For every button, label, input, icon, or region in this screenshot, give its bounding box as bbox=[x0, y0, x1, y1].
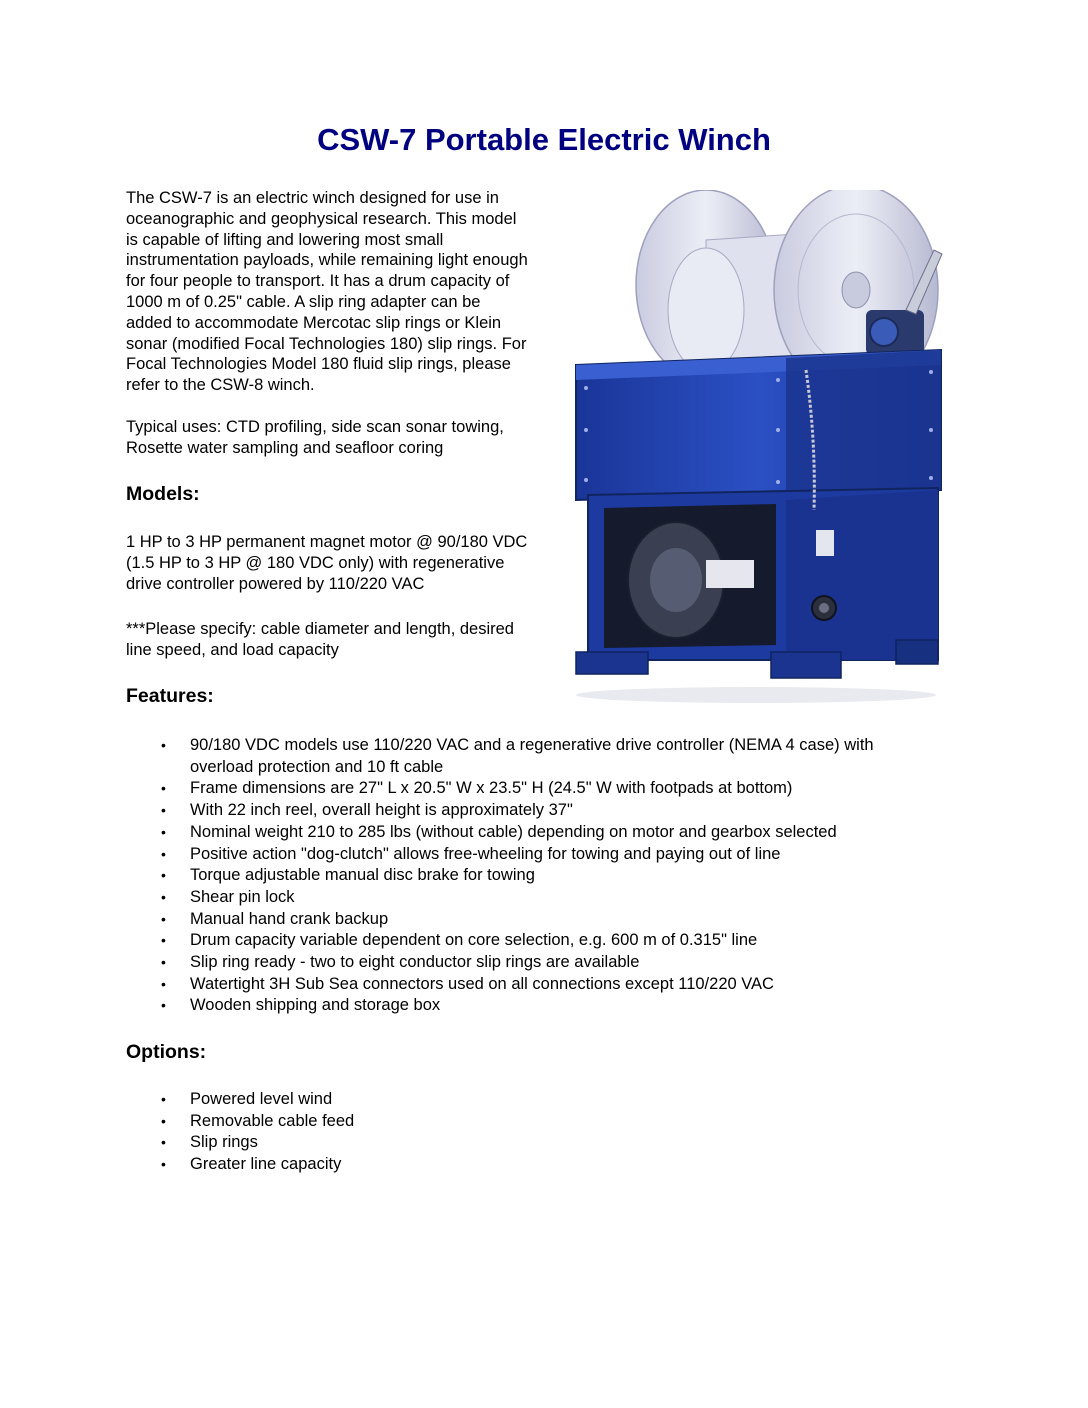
list-item bbox=[0, 1111, 950, 1133]
uses-line: Rosette water sampling and seafloor coring bbox=[126, 438, 444, 457]
frame-lower-side bbox=[786, 490, 938, 660]
options-heading: Options: bbox=[126, 1041, 207, 1063]
list-item bbox=[0, 952, 950, 974]
list-item bbox=[0, 995, 950, 1017]
bullet-icon: • bbox=[161, 888, 166, 905]
feature-text: Wooden shipping and storage box bbox=[190, 996, 441, 1015]
features-heading: Features: bbox=[126, 685, 214, 707]
list-item bbox=[0, 1132, 950, 1154]
bullet-icon: • bbox=[161, 975, 166, 992]
intro-paragraph bbox=[126, 188, 572, 396]
brake-disc-icon bbox=[870, 318, 898, 346]
page-title: CSW-7 Portable Electric Winch bbox=[317, 122, 771, 157]
list-item bbox=[0, 800, 950, 822]
feature-text: Shear pin lock bbox=[190, 887, 295, 906]
motor-label bbox=[706, 560, 754, 588]
feature-text: overload protection and 10 ft cable bbox=[190, 757, 444, 776]
bullet-icon: • bbox=[161, 823, 166, 840]
models-heading: Models: bbox=[126, 483, 200, 505]
ground-shadow bbox=[576, 687, 936, 703]
frame-side-panel bbox=[786, 350, 941, 495]
bullet-icon: • bbox=[161, 867, 166, 884]
foot-front-left bbox=[576, 652, 648, 674]
drum-end bbox=[668, 248, 744, 372]
feature-text: 90/180 VDC models use 110/220 VAC and a regenerative drive controller (NEMA 4 case) with bbox=[190, 736, 874, 754]
list-item bbox=[0, 735, 950, 778]
bullet-icon: • bbox=[161, 954, 166, 971]
specify-line: line speed, and load capacity bbox=[126, 640, 339, 659]
feature-text: Positive action "dog-clutch" allows free-wheeling for towing and paying out of line bbox=[190, 844, 781, 863]
intro-line: Focal Technologies Model 180 fluid slip rings, please bbox=[126, 355, 511, 374]
intro-line: for four people to transport. It has a drum capacity of bbox=[126, 272, 510, 291]
list-item bbox=[0, 930, 950, 952]
list-item bbox=[0, 844, 950, 866]
bullet-icon: • bbox=[161, 1112, 166, 1129]
intro-line: oceanographic and geophysical research. This model bbox=[126, 209, 517, 228]
bullet-icon: • bbox=[161, 780, 166, 797]
list-item bbox=[0, 822, 950, 844]
motor-line: (1.5 HP to 3 HP @ 180 VDC only) with regenerative bbox=[126, 553, 505, 572]
bullet-icon: • bbox=[161, 802, 166, 819]
feature-text: Slip ring ready - two to eight conductor slip rings are available bbox=[190, 953, 640, 972]
foot-front-right bbox=[771, 652, 841, 678]
intro-line: The CSW-7 is an electric winch designed for use in bbox=[126, 189, 499, 207]
motor-line: 1 HP to 3 HP permanent magnet motor @ 90/180 VDC bbox=[126, 533, 528, 551]
intro-line: refer to the CSW-8 winch. bbox=[126, 376, 315, 395]
list-item bbox=[0, 778, 950, 800]
feature-text: Manual hand crank backup bbox=[190, 909, 389, 928]
feature-text: With 22 inch reel, overall height is approximately 37" bbox=[190, 801, 573, 820]
intro-line: sonar (modified Focal Technologies 180) slip rings. For bbox=[126, 334, 527, 353]
bullet-icon: • bbox=[161, 845, 166, 862]
list-item bbox=[0, 865, 950, 887]
bullet-icon: • bbox=[161, 1091, 166, 1107]
intro-line: is capable of lifting and lowering most small bbox=[126, 230, 444, 249]
intro-line: added to accommodate Mercotac slip rings or Klein bbox=[126, 313, 502, 332]
option-text: Slip rings bbox=[190, 1133, 258, 1152]
options-list bbox=[0, 1089, 950, 1176]
models-specify-paragraph bbox=[126, 619, 572, 661]
motor-line: drive controller powered by 110/220 VAC bbox=[126, 574, 425, 593]
bullet-icon: • bbox=[161, 910, 166, 927]
connector-pin bbox=[819, 603, 829, 613]
option-text: Removable cable feed bbox=[190, 1111, 355, 1130]
list-item bbox=[0, 1089, 950, 1111]
feature-text: Watertight 3H Sub Sea connectors used on all connections except 110/220 VAC bbox=[190, 974, 774, 993]
intro-line: instrumentation payloads, while remaining light enough bbox=[126, 251, 528, 270]
list-item bbox=[0, 887, 950, 909]
typical-uses-paragraph bbox=[126, 417, 572, 459]
features-list bbox=[0, 735, 950, 1017]
bullet-icon: • bbox=[161, 997, 166, 1014]
option-text: Powered level wind bbox=[190, 1090, 333, 1108]
specify-line: ***Please specify: cable diameter and length, desired bbox=[126, 620, 514, 638]
feature-text: Drum capacity variable dependent on core selection, e.g. 600 m of 0.315" line bbox=[190, 931, 758, 950]
bullet-icon: • bbox=[161, 1156, 166, 1173]
uses-line: Typical uses: CTD profiling, side scan sonar towing, bbox=[126, 418, 504, 436]
feature-text: Nominal weight 210 to 285 lbs (without cable) depending on motor and gearbox selected bbox=[190, 822, 837, 841]
reel-hub bbox=[842, 272, 870, 308]
spec-plate bbox=[816, 530, 834, 556]
list-item bbox=[0, 1154, 950, 1176]
foot-back-right bbox=[896, 640, 938, 664]
intro-line: 1000 m of 0.25" cable. A slip ring adapter can be bbox=[126, 292, 481, 311]
list-item bbox=[0, 909, 950, 931]
bullet-icon: • bbox=[161, 1134, 166, 1151]
feature-text: Torque adjustable manual disc brake for towing bbox=[190, 866, 535, 885]
models-motor-paragraph bbox=[126, 532, 572, 594]
feature-text: Frame dimensions are 27" L x 20.5" W x 23.5" H (24.5" W with footpads at bottom) bbox=[190, 779, 793, 798]
list-item bbox=[0, 974, 950, 996]
bullet-icon: • bbox=[161, 932, 166, 949]
option-text: Greater line capacity bbox=[190, 1155, 342, 1174]
winch-photo bbox=[566, 190, 956, 710]
bullet-icon: • bbox=[161, 737, 166, 753]
motor-face bbox=[650, 548, 702, 612]
